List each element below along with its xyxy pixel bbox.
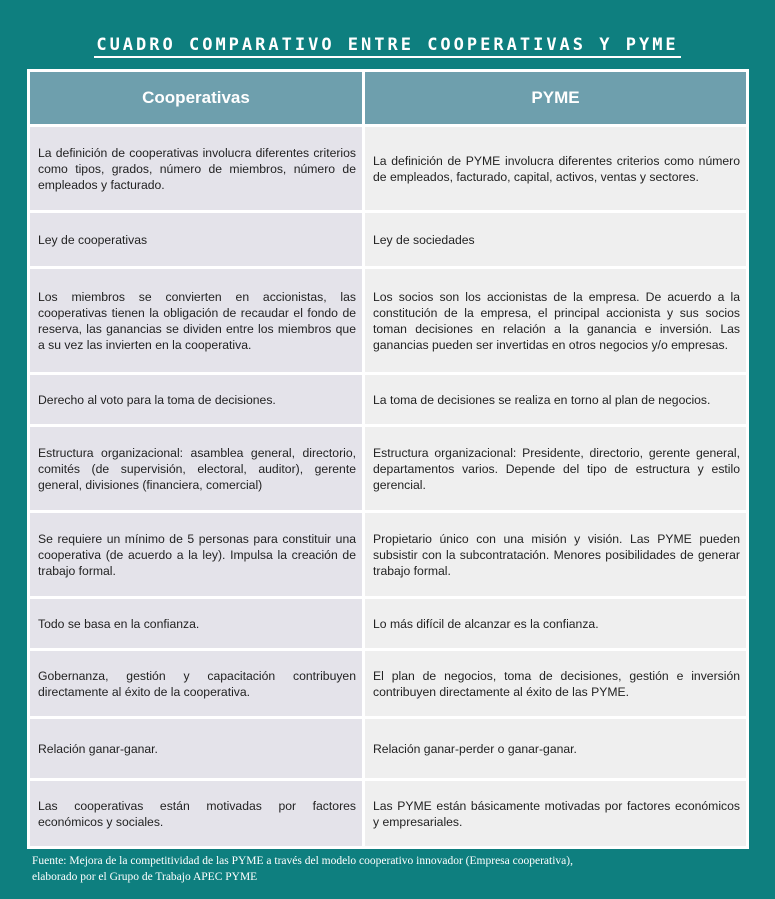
header-row [29,71,748,126]
table-row [29,780,748,848]
pyme-cell: Relación ganar-perder o ganar-ganar. [364,718,748,780]
pyme-cell: Ley de sociedades [364,212,748,268]
cooperativas-cell: Ley de cooperativas [29,212,364,268]
source-note [32,853,752,885]
cooperativas-cell: Relación ganar-ganar. [29,718,364,780]
pyme-cell: Propietario único con una misión y visión. Las PYME pueden subsistir con la subcontratación. Menores posibilidades de generar trabajo formal. [364,512,748,598]
table-row [29,718,748,780]
table-row [29,512,748,598]
source-line-1: Fuente: Mejora de la competitividad de las PYME a través del modelo cooperativo innovador (Empresa cooperativa), [32,855,573,867]
header-cooperativas: Cooperativas [29,71,364,126]
cooperativas-cell: Los miembros se convierten en accionistas, las cooperativas tienen la obligación de recaudar el fondo de reserva, las ganancias se dividen entre los miembros que a su vez las invierten en la cooperativa. [29,268,364,374]
source-line-2: elaborado por el Grupo de Trabajo APEC PYME [32,871,258,883]
cooperativas-cell: Derecho al voto para la toma de decisiones. [29,374,364,426]
table-row [29,650,748,718]
cooperativas-cell: La definición de cooperativas involucra diferentes criterios como tipos, grados, número de miembros, número de empleados y facturado. [29,126,364,212]
table-row [29,426,748,512]
page-title: CUADRO COMPARATIVO ENTRE COOPERATIVAS Y PYME [94,35,680,58]
table-row [29,268,748,374]
pyme-cell: Lo más difícil de alcanzar es la confianza. [364,598,748,650]
pyme-cell: La definición de PYME involucra diferentes criterios como número de empleados, facturado, capital, activos, ventas y sectores. [364,126,748,212]
comparison-table [27,69,749,849]
pyme-cell: Las PYME están básicamente motivadas por factores económicos y empresariales. [364,780,748,848]
table-row [29,374,748,426]
table-row [29,212,748,268]
cooperativas-cell: Se requiere un mínimo de 5 personas para constituir una cooperativa (de acuerdo a la ley). Impulsa la creación de trabajo formal. [29,512,364,598]
pyme-cell: La toma de decisiones se realiza en torno al plan de negocios. [364,374,748,426]
cooperativas-cell: Todo se basa en la confianza. [29,598,364,650]
cooperativas-cell: Las cooperativas están motivadas por factores económicos y sociales. [29,780,364,848]
cooperativas-cell: Estructura organizacional: asamblea general, directorio, comités (de supervisión, electoral, auditor), gerente general, divisiones (financiera, comercial) [29,426,364,512]
pyme-cell: Estructura organizacional: Presidente, directorio, gerente general, departamentos varios. Depende del tipo de estructura y estilo gerencial. [364,426,748,512]
title-container [0,35,775,58]
header-pyme: PYME [364,71,748,126]
pyme-cell: El plan de negocios, toma de decisiones, gestión e inversión contribuyen directamente al éxito de las PYME. [364,650,748,718]
table-row [29,126,748,212]
cooperativas-cell: Gobernanza, gestión y capacitación contribuyen directamente al éxito de la cooperativa. [29,650,364,718]
pyme-cell: Los socios son los accionistas de la empresa. De acuerdo a la constitución de la empresa, el principal accionista y sus socios toman decisiones en relación a la ganancia e inversión. Las ganancias pueden ser invertidas en otros negocios y/o empresas. [364,268,748,374]
table-row [29,598,748,650]
